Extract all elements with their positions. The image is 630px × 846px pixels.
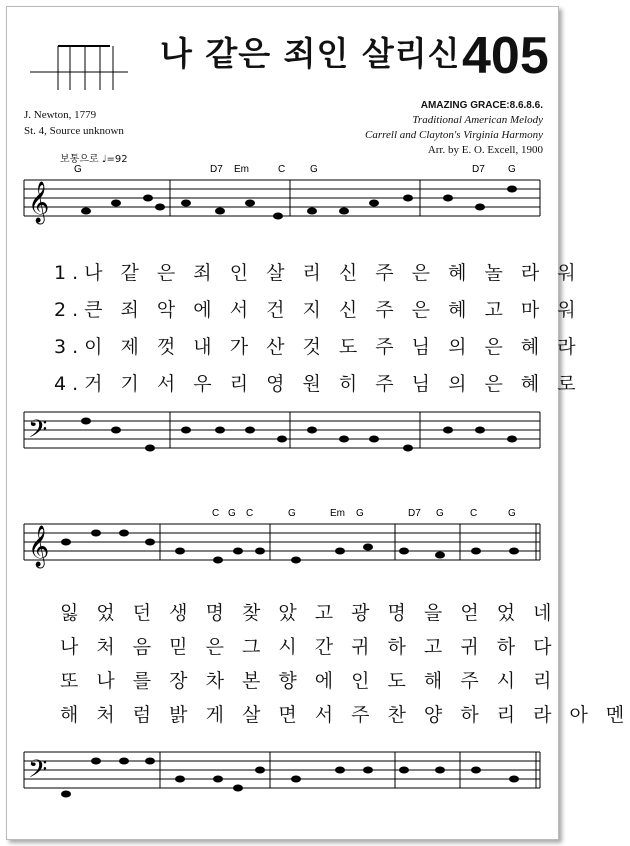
credits-music	[365, 98, 543, 158]
chord: G	[508, 508, 516, 519]
treble-clef-2: 𝄞	[28, 526, 50, 567]
system2-treble-staff	[24, 524, 540, 560]
system1-treble-notes	[81, 186, 517, 220]
verse-4-line-2: 해 처 럼 밝 게 살 면 서 주 찬 양 하 리 라 아 멘	[60, 704, 630, 726]
chord: Em	[330, 508, 345, 519]
verse-1-line: 1.나 같 은 죄 인 살 리 신 주 은 혜 놀 라 워	[54, 262, 582, 284]
system1-bass-staff	[24, 412, 540, 448]
verse-2-line: 2.큰 죄 악 에 서 건 지 신 주 은 혜 고 마 워	[54, 299, 582, 321]
verse-3-line-2: 또 나 를 장 차 본 향 에 인 도 해 주 시 리	[60, 670, 558, 692]
hymn-number: 405	[462, 27, 549, 85]
chord: Em	[234, 164, 249, 175]
chord: G	[310, 164, 318, 175]
chord: G	[74, 164, 82, 175]
verse-2-line-2: 나 처 음 믿 은 그 시 간 귀 하 고 귀 하 다	[60, 636, 558, 658]
system2-bass-staff	[24, 752, 540, 788]
tempo-marking: 보통으로 ♩=92	[60, 154, 128, 165]
chord: D7	[472, 164, 485, 175]
melody-credit: Traditional American Melody	[412, 114, 543, 126]
tune-name: AMAZING GRACE:8.6.8.6.	[420, 100, 543, 111]
chord: D7	[210, 164, 223, 175]
credit-author: J. Newton, 1779	[24, 109, 97, 121]
arrangement-credit: Arr. by E. O. Excell, 1900	[427, 144, 543, 156]
chord: C	[278, 164, 286, 175]
credits-words	[24, 107, 124, 139]
system2-bass-notes	[61, 758, 519, 798]
verse-4-line: 4.거 기 서 우 리 영 원 히 주 님 의 은 혜 로	[54, 373, 582, 395]
verse-1-line-2: 잃 었 던 생 명 찾 았 고 광 명 을 얻 었 네	[60, 602, 558, 624]
system1-chords	[74, 164, 516, 175]
chord: C	[470, 508, 478, 519]
system2-treble-notes	[61, 530, 519, 564]
hymn-title: 나 같은 죄인 살리신	[160, 34, 461, 73]
chord: G	[356, 508, 364, 519]
chord: G	[508, 164, 516, 175]
system1-treble-staff	[24, 180, 540, 216]
credit-stanza-note: St. 4, Source unknown	[24, 125, 124, 137]
bass-clef-1: 𝄢	[28, 415, 48, 450]
chord: G	[228, 508, 236, 519]
chord: C	[246, 508, 254, 519]
chord: D7	[408, 508, 421, 519]
system1-bass-notes	[81, 418, 517, 452]
chord: G	[288, 508, 296, 519]
system2-chords	[212, 508, 516, 519]
chord: G	[436, 508, 444, 519]
header-staff-ornament	[30, 46, 128, 90]
chord: C	[212, 508, 220, 519]
harmony-credit: Carrell and Clayton's Virginia Harmony	[365, 129, 543, 141]
bass-clef-2: 𝄢	[28, 755, 48, 790]
treble-clef-1: 𝄞	[28, 182, 50, 223]
verse-3-line: 3.이 제 껏 내 가 산 것 도 주 님 의 은 혜 라	[54, 336, 582, 358]
